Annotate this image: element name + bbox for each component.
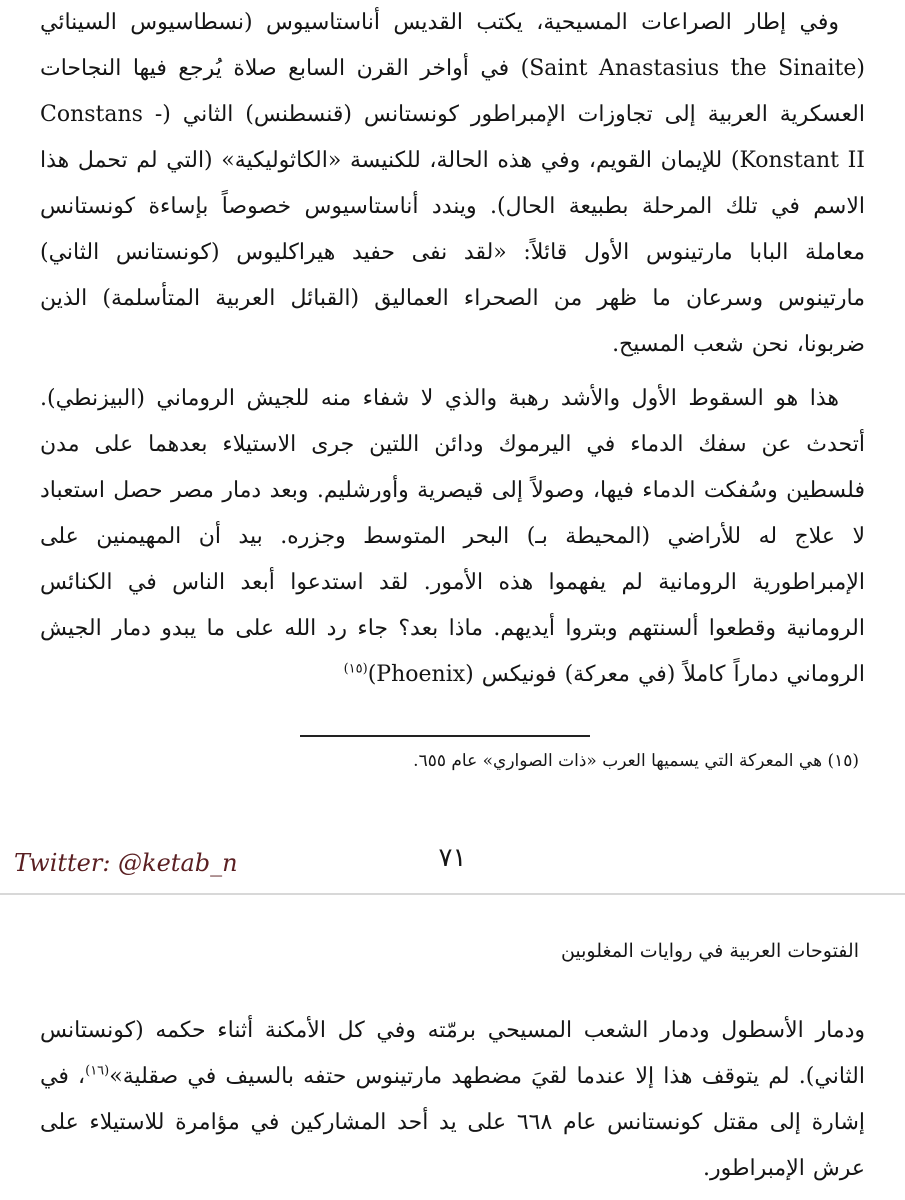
footnote-divider	[300, 735, 590, 737]
page-number: ٧١	[438, 843, 467, 873]
twitter-watermark: Twitter: @ketab_n	[14, 849, 238, 877]
paragraph-roman-army-fall-text: هذا هو السقوط الأول والأشد رهبة والذي لا شفاء منه للجيش الروماني (البيزنطي). أتحدث عن سفك الدماء في اليرموك ودائن اللتين جرى الاستيلاء بعدهما على مدن فلسطين وسُفكت الدماء فيها، وصولاً إلى قيصرية وأورشليم. وبعد دمار مصر حصل استعباد لا علاج له للأراضي (المحيطة بـ) البحر المتوسط وجزره. بيد أن المهيمنين على الإمبراطورية الرومانية لم يفهموا هذه الأمور. لقد استدعوا أبعد الناس في الكنائس الرومانية وقطعوا ألسنتهم وبتروا أيديهم. ماذا بعد؟ جاء رد الله على ما يبدو دمار الجيش الروماني دماراً كاملاً (في معركة) فونيكس (Phoenix)	[40, 386, 865, 687]
paragraph-roman-army-fall	[40, 376, 865, 698]
paragraph-fleet-destruction-end: ، في إشارة إلى مقتل كونستانس عام ٦٦٨ على يد أحد المشاركين في مؤامرة للاستيلاء على عرش الإمبراطور.	[40, 1064, 865, 1181]
book-page-72	[0, 896, 905, 1200]
paragraph-anastasius-text: وفي إطار الصراعات المسيحية، يكتب القديس أناستاسيوس (نسطاسيوس السينائي (Saint Anastasius the Sinaite) في أواخر القرن السابع صلاة يُرجع فيها النجاحات العسكرية العربية إلى تجاوزات الإمبراطور كونستانس (قنسطنس) الثاني (Constans - Konstant II) للإيمان القويم، وفي هذه الحالة، للكنيسة «الكاثوليكية» (التي لم تحمل هذا الاسم في تلك المرحلة بطبيعة الحال). ويندد أناستاسيوس خصوصاً بإساءة كونستانس معاملة البابا مارتينوس الأول قائلاً: «لقد نفى حفيد هيراكليوس (كونستانس الثاني) مارتينوس وسرعان ما ظهر من الصحراء العماليق (القبائل العربية المتأسلمة) الذين ضربونا، نحن شعب المسيح.	[40, 10, 866, 357]
paragraph-fleet-destruction-start: ودمار الأسطول ودمار الشعب المسيحي برمّته وفي كل الأمكنة أثناء حكمه (كونستانس الثاني). لم يتوقف هذا إلا عندما لقيَ مضطهد مارتينوس حتفه بالسيف في صقلية»	[40, 1018, 865, 1089]
paragraph-fleet-destruction	[40, 1008, 865, 1192]
page-separator	[0, 893, 905, 895]
footnote-15: (١٥) هي المعركة التي يسميها العرب «ذات الصواري» عام ٦٥٥.	[413, 751, 859, 771]
paragraph-anastasius	[40, 0, 865, 368]
footnote-reference-16[interactable]: (١٦)	[85, 1063, 110, 1079]
footnote-reference-15[interactable]: (١٥)	[343, 661, 368, 677]
running-header: الفتوحات العربية في روايات المغلوبين	[560, 940, 859, 962]
